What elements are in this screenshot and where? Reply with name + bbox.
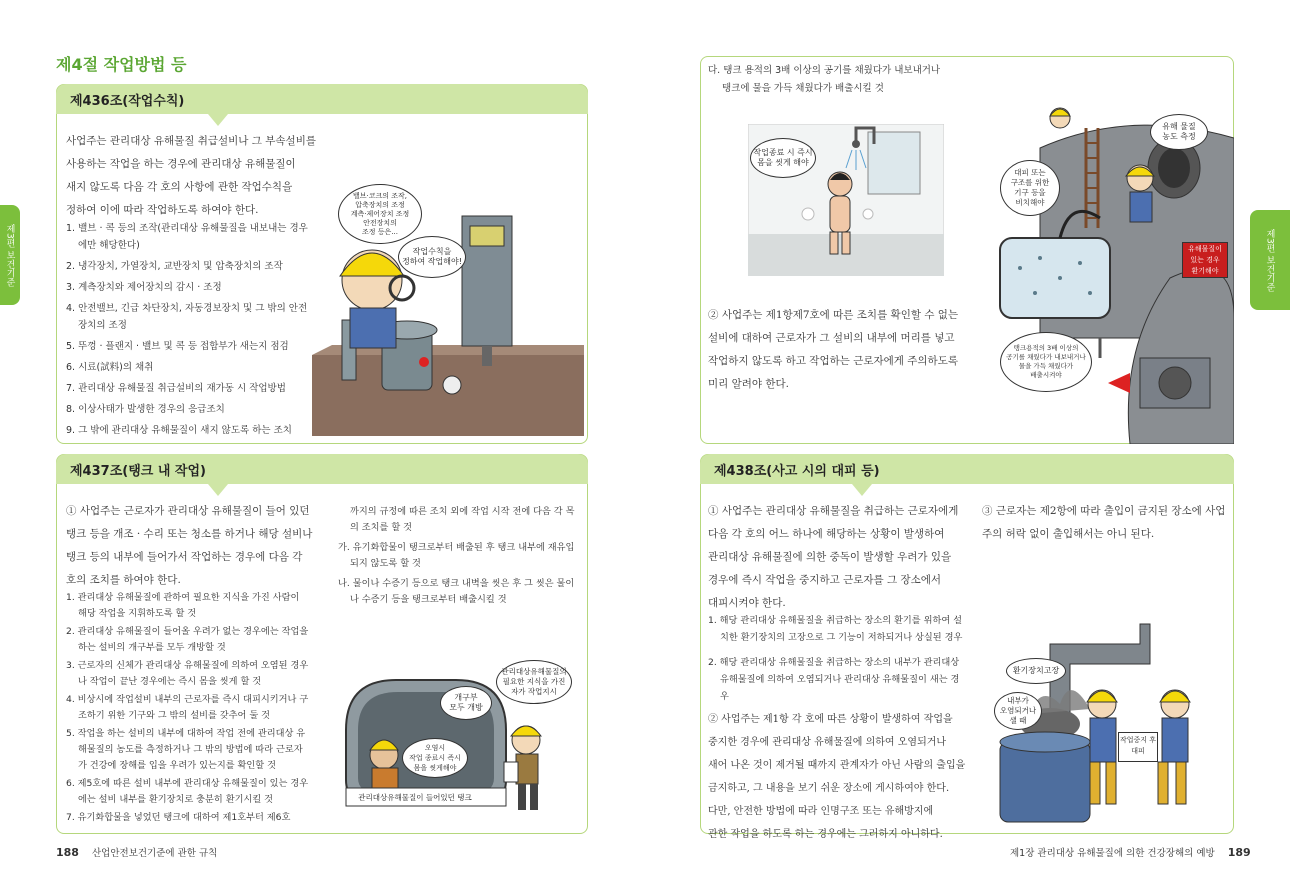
section-title: 제4절 작업방법 등 [56,55,187,74]
right-side-tab [1250,210,1290,310]
wash-body-bubble: 오염시 작업 종료시 즉시 몸을 씻게해야 [402,738,468,778]
list-item: 9. 그 밖에 관리대상 유해물질이 새지 않도록 하는 조치 [66,425,292,436]
list-item: 4. 비상시에 작업설비 내부의 근로자를 즉시 대피시키거나 구조하기 위한 기구와 그 밖의 설비를 갖추어 둘 것 [66,694,309,721]
list-item: 1. 밸브 · 콕 등의 조작(관리대상 유해물질을 내보내는 경우에만 해당한다) [66,223,308,251]
list-item: 2. 냉각장치, 가열장치, 교반장치 및 압축장치의 조작 [66,261,283,272]
list-item: 3. 계측장치와 제어장치의 감시 · 조정 [66,282,222,293]
left-page-number: 188 [56,846,79,859]
air-fill-bubble: 탱크용적의 3배 이상의 공기를 채웠다가 내보내거나 물을 가득 채웠다가 배출시켜야 [1000,332,1092,392]
list-item: 4. 안전밸브, 긴급 차단장치, 자동경보장치 및 그 밖의 안전장치의 조정 [66,303,308,331]
article-436-list [66,220,316,443]
list-item: 2. 해당 관리대상 유해물질을 취급하는 장소의 내부가 관리대상 유해물질에 의하여 오염되거나 관리대상 유해물질이 새는 경우 [708,657,960,702]
list-item: 까지의 규정에 따른 조치 외에 작업 시작 전에 다음 각 목의 조치를 할 것 [350,506,575,533]
ventilation-sign: 유해물질이 있는 경우 환기해야 [1182,242,1228,278]
expert-instruction-bubble: 관리대상유해물질의 필요한 지식을 가진 자가 작업지시 [496,660,572,704]
list-item: 7. 관리대상 유해물질 취급설비의 재가동 시 작업방법 [66,383,286,394]
item-da: 다. 탱크 용적의 3배 이상의 공기를 채웠다가 내보내거나 탱크에 물을 가득 채웠다가 배출시킬 것 [708,65,941,94]
right-footer [1010,845,1251,859]
left-footer-title: 산업안전보건기준에 관한 규칙 [92,848,218,859]
rules-speech-bubble: 작업수칙을 정하여 작업해야! [398,236,466,278]
list-item: 가. 유기화합물이 탱크로부터 배출된 후 탱크 내부에 재유입되지 않도록 할 것 [338,542,575,569]
list-item: 6. 시료(試料)의 채취 [66,362,154,373]
side-tab-label: 제3편 보건기준 [4,223,15,287]
header-tab-pointer [208,114,228,126]
contamination-bubble: 내부가 오염되거나 샐 때 [994,692,1042,730]
ventilator-broken-bubble: 환기장치고장 [1006,658,1066,684]
list-item: 1. 해당 관리대상 유해물질을 취급하는 장소의 환기를 위하여 설치한 환기장치의 고장으로 그 기능이 저하되거나 상실된 경우 [708,615,963,643]
measure-concentration-bubble: 유해 물질 농도 측정 [1150,114,1208,150]
stop-work-sign: 작업중지 후 대피 [1118,732,1158,762]
article-437-para2: ② 사업주는 제1항제7호에 따른 조치를 확인할 수 없는 설비에 대하여 근로자가 그 설비의 내부에 머리를 넣고 작업하지 않도록 하고 작업하는 근로자에게 주의하도록 미리 알려야 한다. [708,309,959,390]
article-438-header [700,454,1234,484]
article-437-list [66,590,310,828]
header-tab-pointer [852,484,872,496]
list-item: 3. 근로자의 신체가 관리대상 유해물질에 의하여 오염된 경우나 작업이 끝난 경우에는 즉시 몸을 씻게 할 것 [66,660,309,687]
shower-speech-bubble: 작업종료 시 즉시 몸을 씻게 해야 [750,138,816,178]
list-item: 5. 뚜껑 · 플랜지 · 밸브 및 콕 등 접합부가 새는지 점검 [66,341,289,352]
article-437-title: 제437조(탱크 내 작업) [70,464,206,479]
article-437-header [56,454,588,484]
list-item: 나. 물이나 수증기 등으로 탱크 내벽을 씻은 후 그 씻은 물이나 수증기 등을 탱크로부터 배출시킬 것 [338,578,575,605]
list-item: 6. 제5호에 따른 설비 내부에 관리대상 유해물질이 있는 경우에는 설비 내부를 환기장치로 충분히 환기시킬 것 [66,778,309,805]
article-438-para3: ③ 근로자는 제2항에 따라 출입이 금지된 장소에 사업 주의 허락 없이 출입해서는 아니 된다. [982,505,1226,540]
article-436-title: 제436조(작업수칙) [70,94,185,109]
article-437-intro: ① 사업주는 근로자가 관리대상 유해물질이 들어 있던 탱크 등을 개조 · 수리 또는 청소를 하거나 해당 설비나 탱크 등의 내부에 들어가서 작업하는 경우에 다음 각 호의 조치를 하여야 한다. [66,505,313,586]
rescue-equipment-bubble: 대피 또는 구조를 위한 기구 등을 비치해야 [1000,160,1060,216]
right-page-number: 189 [1227,846,1251,859]
article-436-header [56,84,588,114]
article-436-intro: 사업주는 관리대상 유해물질 취급설비나 그 부속설비를 사용하는 작업을 하는 경우에 관리대상 유해물질이 새지 않도록 다음 각 호의 사항에 관한 작업수칙을 정하여 이에 따라 작업하도록 하여야 한다. [66,135,316,216]
left-side-tab [0,205,20,305]
header-tab-pointer [208,484,228,496]
side-tab-label: 제3편 보건기준 [1264,228,1275,292]
list-item: 1. 관리대상 유해물질에 관하여 필요한 지식을 가진 사람이 해당 작업을 지휘하도록 할 것 [66,592,300,619]
list-item: 7. 유기화합물을 넣었던 탱크에 대하여 제1호부터 제6호 [66,812,291,823]
article-438-para1: ① 사업주는 관리대상 유해물질을 취급하는 근로자에게 다음 각 호의 어느 하나에 해당하는 상황이 발생하여 관리대상 유해물질에 의한 중독이 발생할 우려가 있을 경우에 즉시 작업을 중지하고 근로자를 그 장소에서 대피시켜야 한다. [708,505,959,609]
list-item: 8. 이상사태가 발생한 경우의 응급조치 [66,404,225,415]
list-item: 5. 작업을 하는 설비의 내부에 대하여 작업 전에 관리대상 유해물질의 농도를 측정하거나 그 밖의 방법에 따라 근로자가 건강에 장해를 입을 우려가 있는지를 확인할 것 [66,728,306,771]
valve-speech-bubble: 밸브·코크의 조작, 압축장치의 조정 계측·제어장치 조정 안전장치의 조정 등은... [338,184,422,244]
right-footer-title: 제1장 관리대상 유해물질에 의한 건강장해의 예방 [1010,848,1215,859]
tank-caption: 관리대상유해물질이 들어있던 탱크 [358,793,472,802]
article-438-title: 제438조(사고 시의 대피 등) [714,464,880,479]
article-438-list [708,612,964,709]
left-footer [56,845,217,859]
list-item: 2. 관리대상 유해물질이 들어올 우려가 없는 경우에는 작업을 하는 설비의 개구부를 모두 개방할 것 [66,626,309,653]
article-437-list-continued [336,504,580,612]
article-438-para2: ② 사업주는 제1항 각 호에 따른 상황이 발생하여 작업을 중지한 경우에 관리대상 유해물질에 의하여 오염되거나 새어 나온 것이 제거될 때까지 관계자가 아닌 사람의 출입을 금지하고, 그 내용을 보기 쉬운 장소에 게시하여야 한다. 다만, 안전한 방법에 따라 인명구조 또는 유해방지에 관한 작업을 하도록 하는 경우에는 그러하지 아니하다. [708,714,966,840]
open-hatch-bubble: 개구부 모두 개방 [440,686,492,720]
